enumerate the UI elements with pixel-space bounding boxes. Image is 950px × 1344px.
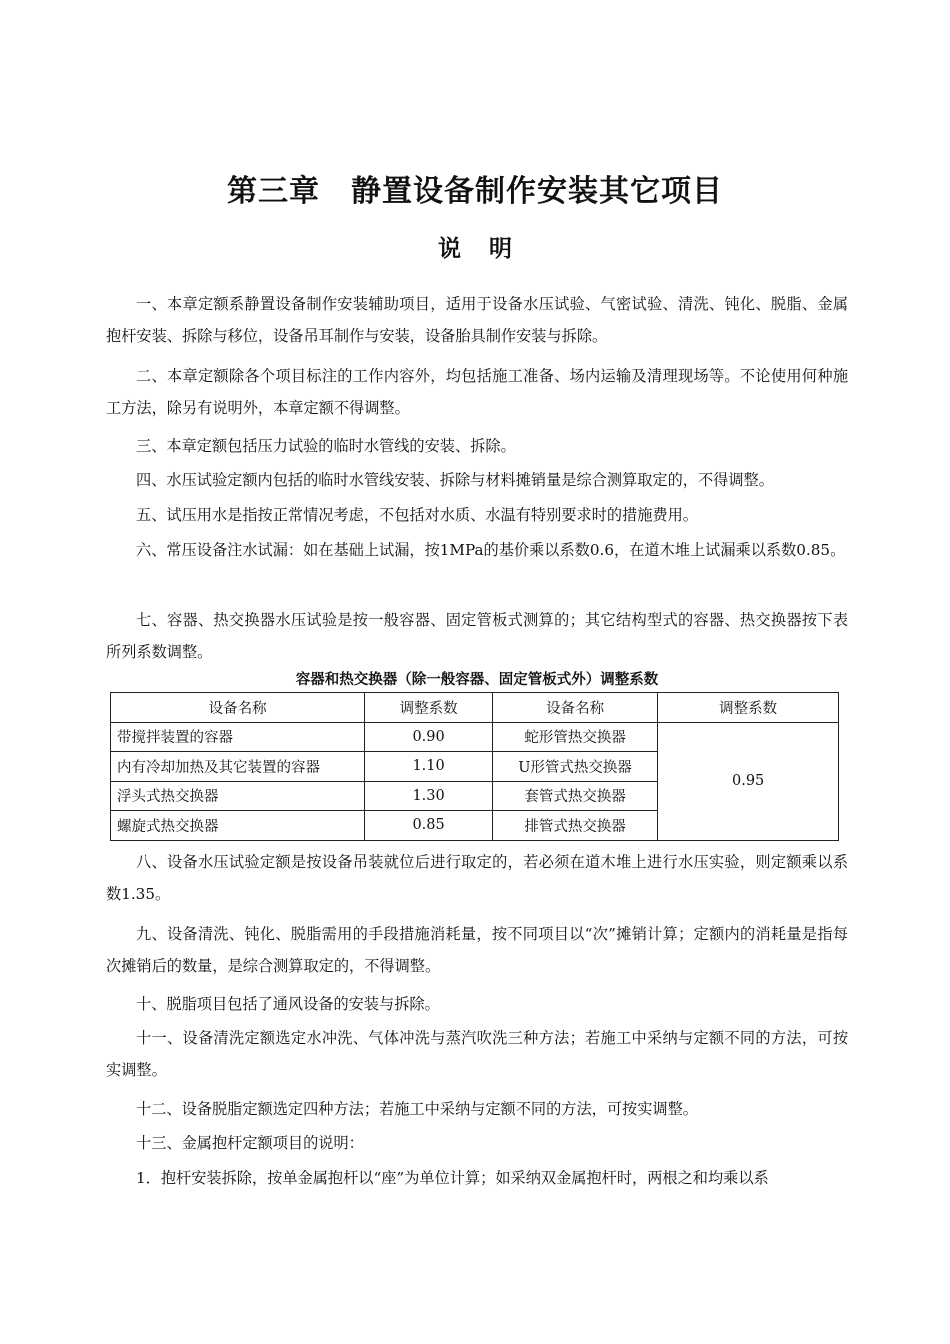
paragraph-8: 八、设备水压试验定额是按设备吊装就位后进行取定的，若必须在道木堆上进行水压实验，则定额乘以系数1.35。 xyxy=(106,853,848,903)
header-device-name-2: 设备名称 xyxy=(492,693,657,723)
cell-left-name: 内有冷却加热及其它装置的容器 xyxy=(111,752,365,782)
cell-left-coef: 0.90 xyxy=(365,722,493,752)
paragraph-12: 十二、设备脱脂定额选定四种方法；若施工中采纳与定额不同的方法，可按实调整。 xyxy=(136,1100,698,1118)
table-header-row xyxy=(111,693,839,723)
paragraph-6: 六、常压设备注水试漏：如在基础上试漏，按1MPa的基价乘以系数0.6，在道木堆上试漏乘以系数0.85。 xyxy=(136,541,846,559)
section-title: 说明 xyxy=(438,235,540,262)
cell-left-coef: 0.85 xyxy=(365,811,493,841)
chapter-title: 第三章 静置设备制作安装其它项目 xyxy=(227,174,723,209)
paragraph-4: 四、水压试验定额内包括的临时水管线安装、拆除与材料摊销量是综合测算取定的，不得调整。 xyxy=(136,471,774,489)
paragraph-1: 一、本章定额系静置设备制作安装辅助项目，适用于设备水压试验、气密试验、清洗、钝化、脱脂、金属抱杆安装、拆除与移位，设备吊耳制作与安装，设备胎具制作安装与拆除。 xyxy=(106,295,848,345)
cell-merged-right-coef: 0.95 xyxy=(658,722,839,840)
paragraph-7: 七、容器、热交换器水压试验是按一般容器、固定管板式测算的；其它结构型式的容器、热交换器按下表所列系数调整。 xyxy=(106,611,848,661)
paragraph-14: 1．抱杆安装拆除，按单金属抱杆以“座”为单位计算；如采纳双金属抱杆时，两根之和均乘以系 xyxy=(136,1169,769,1187)
header-device-name-1: 设备名称 xyxy=(111,693,365,723)
paragraph-2: 二、本章定额除各个项目标注的工作内容外，均包括施工准备、场内运输及清理现场等。不论使用何种施工方法，除另有说明外，本章定额不得调整。 xyxy=(106,367,848,417)
header-coefficient-1: 调整系数 xyxy=(365,693,493,723)
cell-right-name: 蛇形管热交换器 xyxy=(492,722,657,752)
coefficient-table xyxy=(110,692,839,841)
table-caption: 容器和热交换器（除一般容器、固定管板式外）调整系数 xyxy=(295,672,659,688)
cell-right-name: 排管式热交换器 xyxy=(492,811,657,841)
paragraph-3: 三、本章定额包括压力试验的临时水管线的安装、拆除。 xyxy=(136,437,516,455)
paragraph-13: 十三、金属抱杆定额项目的说明： xyxy=(136,1134,364,1152)
paragraph-5: 五、试压用水是指按正常情况考虑，不包括对水质、水温有特别要求时的措施费用。 xyxy=(136,506,698,524)
cell-left-name: 螺旋式热交换器 xyxy=(111,811,365,841)
paragraph-10: 十、脱脂项目包括了通风设备的安装与拆除。 xyxy=(136,995,440,1013)
paragraph-9: 九、设备清洗、钝化、脱脂需用的手段措施消耗量，按不同项目以“次”摊销计算；定额内的消耗量是指每次摊销后的数量，是综合测算取定的，不得调整。 xyxy=(106,925,848,975)
cell-left-name: 带搅拌装置的容器 xyxy=(111,722,365,752)
cell-right-name: U形管式热交换器 xyxy=(492,752,657,782)
cell-left-coef: 1.10 xyxy=(365,752,493,782)
header-coefficient-2: 调整系数 xyxy=(658,693,839,723)
cell-right-name: 套管式热交换器 xyxy=(492,781,657,811)
cell-left-name: 浮头式热交换器 xyxy=(111,781,365,811)
cell-left-coef: 1.30 xyxy=(365,781,493,811)
table-row xyxy=(111,722,839,752)
paragraph-11: 十一、设备清洗定额选定水冲洗、气体冲洗与蒸汽吹洗三种方法；若施工中采纳与定额不同的方法，可按实调整。 xyxy=(106,1029,848,1079)
